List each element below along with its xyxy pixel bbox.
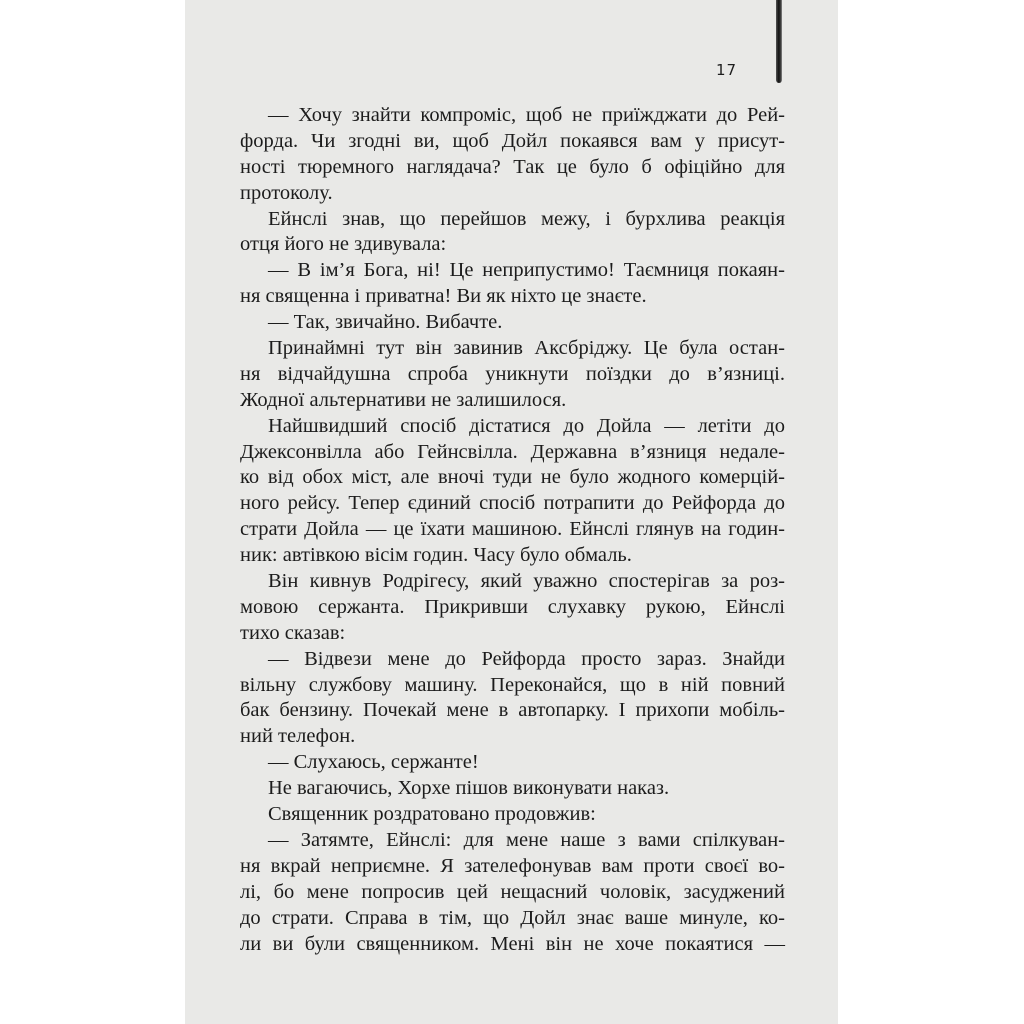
- text-line: бак бензину. Почекай мене в автопарку. І прихопи мобіль-: [240, 699, 785, 722]
- text-line: лі, бо мене попросив цей нещасний чоловік, засуджений: [240, 880, 785, 903]
- text-line: ня священна і приватна! Ви як ніхто це знаєте.: [240, 285, 647, 308]
- text-line: ко від обох міст, але вночі туди не було жодного комерцій-: [240, 466, 785, 489]
- text-line: Ейнслі знав, що перейшов межу, і бурхлива реакція: [268, 207, 785, 230]
- text-line: Жодної альтернативи не залишилося.: [240, 388, 567, 411]
- text-line: — Так, звичайно. Вибачте.: [268, 311, 503, 334]
- text-line: — Слухаюсь, сержанте!: [268, 751, 479, 774]
- text-line: отця його не здивувала:: [240, 233, 447, 256]
- text-line: ник: автівкою вісім годин. Часу було обмаль.: [240, 544, 632, 567]
- text-line: Не вагаючись, Хорхе пішов виконувати наказ.: [268, 777, 670, 800]
- text-line: форда. Чи згодні ви, щоб Дойл покаявся вам у присут-: [240, 129, 785, 152]
- page-number: 17: [716, 61, 738, 79]
- text-line: Джексонвілла або Гейнсвілла. Державна в’язниця недале-: [240, 440, 785, 463]
- text-line: ня відчайдушна спроба уникнути поїздки до в’язниці.: [240, 362, 785, 385]
- text-line: — Відвези мене до Рейфорда просто зараз. Знайди: [268, 647, 785, 670]
- text-line: ли ви були священником. Мені він не хоче покаятися —: [240, 932, 785, 955]
- text-line: Священник роздратовано продовжив:: [268, 803, 596, 826]
- text-line: — Затямте, Ейнслі: для мене наше з вами спілкуван-: [268, 828, 785, 851]
- text-line: Він кивнув Родрігесу, який уважно спостерігав за роз-: [268, 570, 785, 593]
- text-line: Найшвидший спосіб дістатися до Дойла — летіти до: [268, 414, 785, 437]
- text-line: протоколу.: [240, 181, 333, 204]
- text-line: Принаймні тут він завинив Аксбріджу. Це була остан-: [268, 337, 785, 360]
- text-line: до страти. Справа в тім, що Дойл знає ваше минуле, ко-: [240, 906, 785, 929]
- text-line: мовою сержанта. Прикривши слухавку рукою, Ейнслі: [240, 595, 785, 618]
- text-line: страти Дойла — це їхати машиною. Ейнслі глянув на годин-: [240, 518, 785, 541]
- text-line: — В ім’я Бога, ні! Це неприпустимо! Таємниця покаян-: [268, 259, 785, 282]
- text-line: вільну службову машину. Переконайся, що в ній повний: [240, 673, 785, 696]
- text-line: ня вкрай неприємне. Я зателефонував вам проти своєї во-: [240, 854, 785, 877]
- text-line: — Хочу знайти компроміс, щоб не приїжджати до Рей-: [268, 104, 785, 126]
- page-edge-marker: [776, 0, 782, 83]
- text-line: тихо сказав:: [240, 621, 346, 644]
- body-text: [240, 103, 785, 957]
- text-line: ності тюремного наглядача? Так це було б офіційно для: [240, 155, 785, 178]
- text-line: ний телефон.: [240, 725, 356, 748]
- text-line: ного рейсу. Тепер єдиний спосіб потрапити до Рейфорда до: [240, 492, 785, 515]
